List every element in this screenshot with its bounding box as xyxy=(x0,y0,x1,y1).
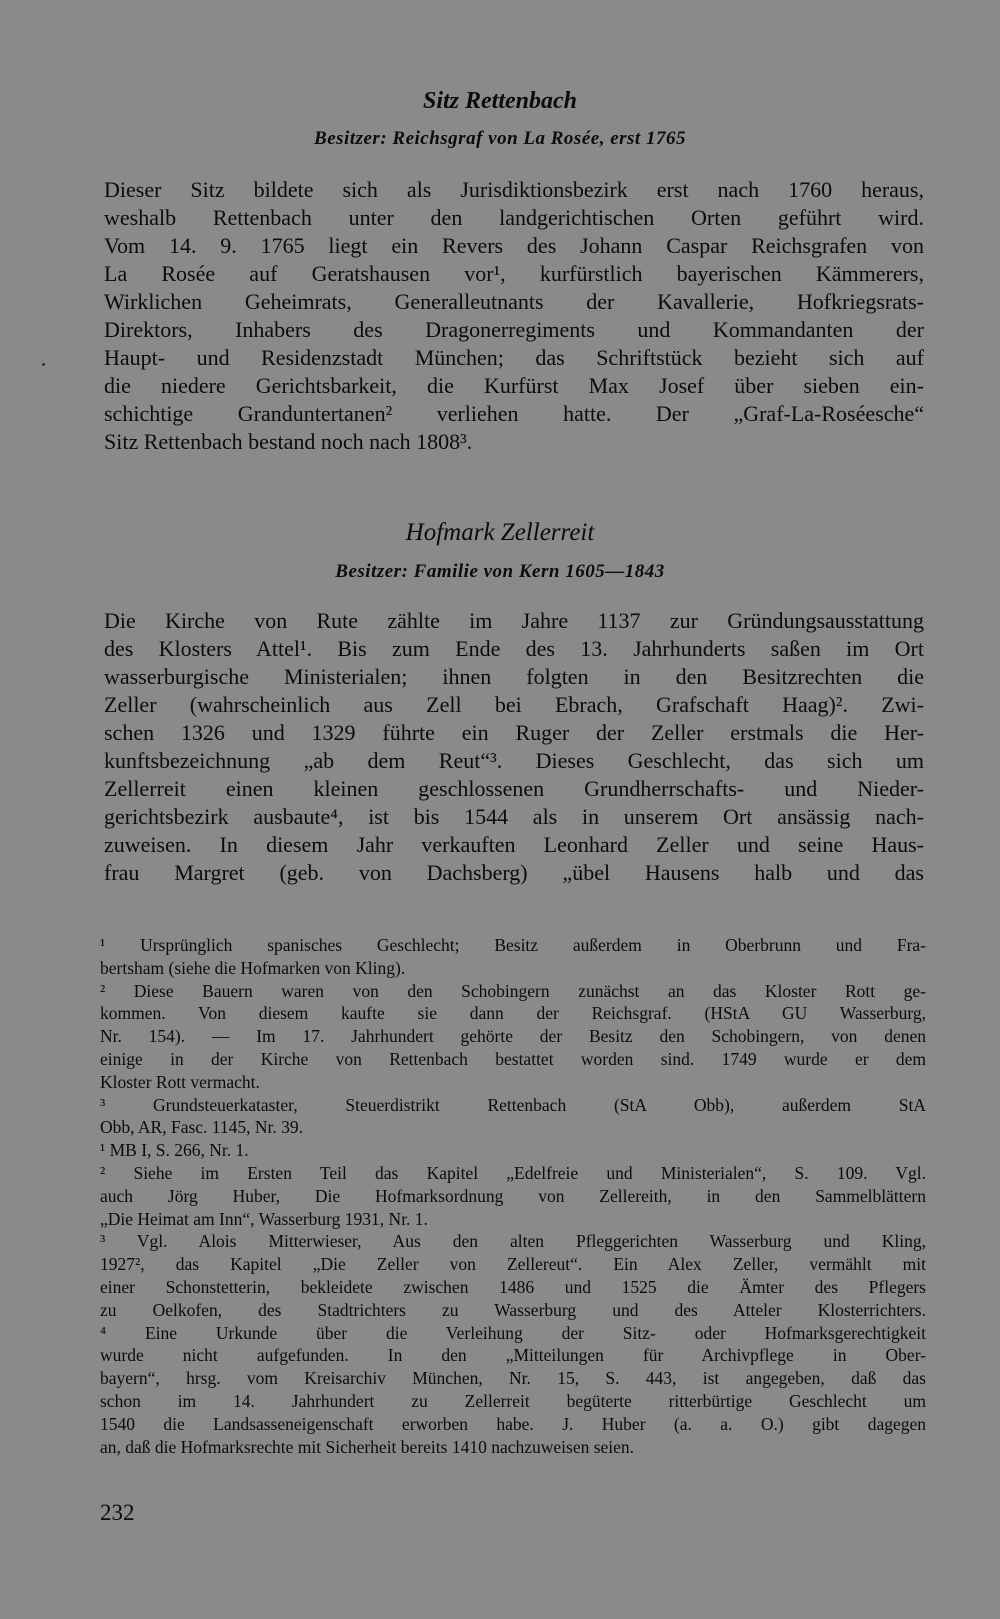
text-line: weshalb Rettenbach unter den landgerichtischen Orten geführt wird. xyxy=(104,205,924,230)
section-owner-rettenbach: Besitzer: Reichsgraf von La Rosée, erst 1765 xyxy=(314,128,686,149)
footnote-line: „Die Heimat am Inn“, Wasserburg 1931, Nr. 1. xyxy=(100,1208,428,1229)
footnote-line: ² Siehe im Ersten Teil das Kapitel „Edelfreie und Ministerialen“, S. 109. Vgl. xyxy=(100,1162,926,1183)
paragraph-rettenbach xyxy=(104,176,924,456)
section-owner-zellerreit: Besitzer: Familie von Kern 1605—1843 xyxy=(335,561,665,582)
footnote-line: bayern“, hrsg. vom Kreisarchiv München, Nr. 15, S. 443, ist angegeben, daß das xyxy=(100,1368,926,1389)
footnote-line: ⁴ Eine Urkunde über die Verleihung der Sitz- oder Hofmarksgerechtigkeit xyxy=(100,1322,926,1343)
footnote-line: kommen. Von diesem kaufte sie dann der Reichsgraf. (HStA GU Wasserburg, xyxy=(100,1003,926,1024)
footnote-line: ³ Vgl. Alois Mitterwieser, Aus den alten Pfleggerichten Wasserburg und Kling, xyxy=(100,1231,926,1252)
footnote-line: ² Diese Bauern waren von den Schobingern zunächst an das Kloster Rott ge- xyxy=(100,980,926,1001)
footnote-line: schon im 14. Jahrhundert zu Zellerreit begüterte ritterbürtige Geschlecht um xyxy=(100,1390,926,1411)
text-line: des Klosters Attel¹. Bis zum Ende des 13. Jahrhunderts saßen im Ort xyxy=(104,636,924,661)
text-line: La Rosée auf Geratshausen vor¹, kurfürstlich bayerischen Kämmerers, xyxy=(104,261,924,286)
section-title-hofmark-zellerreit: Hofmark Zellerreit xyxy=(405,519,595,546)
footnote-line: an, daß die Hofmarksrechte mit Sicherheit bereits 1410 nachzuweisen seien. xyxy=(100,1436,635,1457)
text-line: Wirklichen Geheimrats, Generalleutnants der Kavallerie, Hofkriegsrats- xyxy=(104,289,924,314)
text-line: gerichtsbezirk ausbaute⁴, ist bis 1544 als in unserem Ort ansässig nach- xyxy=(104,804,924,829)
text-line: Zellerreit einen kleinen geschlossenen Grundherrschafts- und Nieder- xyxy=(104,776,924,801)
footnote-line: Obb, AR, Fasc. 1145, Nr. 39. xyxy=(100,1117,304,1138)
text-line: Die Kirche von Rute zählte im Jahre 1137 zur Gründungsausstattung xyxy=(104,608,924,633)
footnote-line: 1540 die Landsasseneigenschaft erworben habe. J. Huber (a. a. O.) gibt dagegen xyxy=(100,1413,926,1434)
footnote-line: wurde nicht aufgefunden. In den „Mitteilungen für Archivpflege in Ober- xyxy=(100,1345,926,1366)
text-line: frau Margret (geb. von Dachsberg) „übel Hausens halb und das xyxy=(104,860,924,885)
page-number: 232 xyxy=(100,1500,135,1525)
footnote-line: ³ Grundsteuerkataster, Steuerdistrikt Rettenbach (StA Obb), außerdem StA xyxy=(100,1094,926,1115)
text-line: Haupt- und Residenzstadt München; das Schriftstück bezieht sich auf xyxy=(104,345,924,370)
text-line: schichtige Granduntertanen² verliehen hatte. Der „Graf-La-Roséesche“ xyxy=(104,401,924,426)
footnote-line: einer Schonstetterin, bekleidete zwischen 1486 und 1525 die Ämter des Pflegers xyxy=(100,1276,926,1297)
text-line: die niedere Gerichtsbarkeit, die Kurfürst Max Josef über sieben ein- xyxy=(104,373,924,398)
footnote-line: 1927², das Kapitel „Die Zeller von Zellereut“. Ein Alex Zeller, vermählt mit xyxy=(100,1254,926,1275)
footnote-line: ¹ MB I, S. 266, Nr. 1. xyxy=(100,1140,249,1161)
text-line: wasserburgische Ministerialen; ihnen folgten in den Besitzrechten die xyxy=(104,664,924,689)
footnote-line: einige in der Kirche von Rettenbach bestattet worden sind. 1749 wurde er dem xyxy=(100,1048,926,1069)
text-line: zuweisen. In diesem Jahr verkauften Leonhard Zeller und seine Haus- xyxy=(104,832,924,857)
text-line: schen 1326 und 1329 führte ein Ruger der Zeller erstmals die Her- xyxy=(104,720,924,745)
text-line: Zeller (wahrscheinlich aus Zell bei Ebrach, Grafschaft Haag)². Zwi- xyxy=(104,692,924,717)
speck-mark xyxy=(42,363,45,366)
footnote-line: bertsham (siehe die Hofmarken von Kling). xyxy=(100,957,406,978)
text-line: kunftsbezeichnung „ab dem Reut“³. Dieses Geschlecht, das sich um xyxy=(104,748,924,773)
footnote-line: Nr. 154). — Im 17. Jahrhundert gehörte der Besitz den Schobingern, von denen xyxy=(100,1026,926,1047)
footnotes xyxy=(100,934,926,1458)
footnote-line: ¹ Ursprünglich spanisches Geschlecht; Besitz außerdem in Oberbrunn und Fra- xyxy=(100,935,926,955)
footnote-line: auch Jörg Huber, Die Hofmarksordnung von Zellereith, in den Sammelblättern xyxy=(100,1185,926,1206)
section-title-sitz-rettenbach: Sitz Rettenbach xyxy=(422,88,578,114)
footnote-line: zu Oelkofen, des Stadtrichters zu Wasserburg und des Atteler Klosterrichters. xyxy=(100,1299,926,1320)
paragraph-zellerreit xyxy=(104,607,924,887)
text-line: Vom 14. 9. 1765 liegt ein Revers des Johann Caspar Reichsgrafen von xyxy=(104,233,924,258)
text-line: Dieser Sitz bildete sich als Jurisdiktionsbezirk erst nach 1760 heraus, xyxy=(104,177,924,202)
text-line: Sitz Rettenbach bestand noch nach 1808³. xyxy=(104,429,473,454)
text-line: Direktors, Inhabers des Dragonerregiments und Kommandanten der xyxy=(104,317,924,342)
footnote-line: Kloster Rott vermacht. xyxy=(100,1071,260,1092)
